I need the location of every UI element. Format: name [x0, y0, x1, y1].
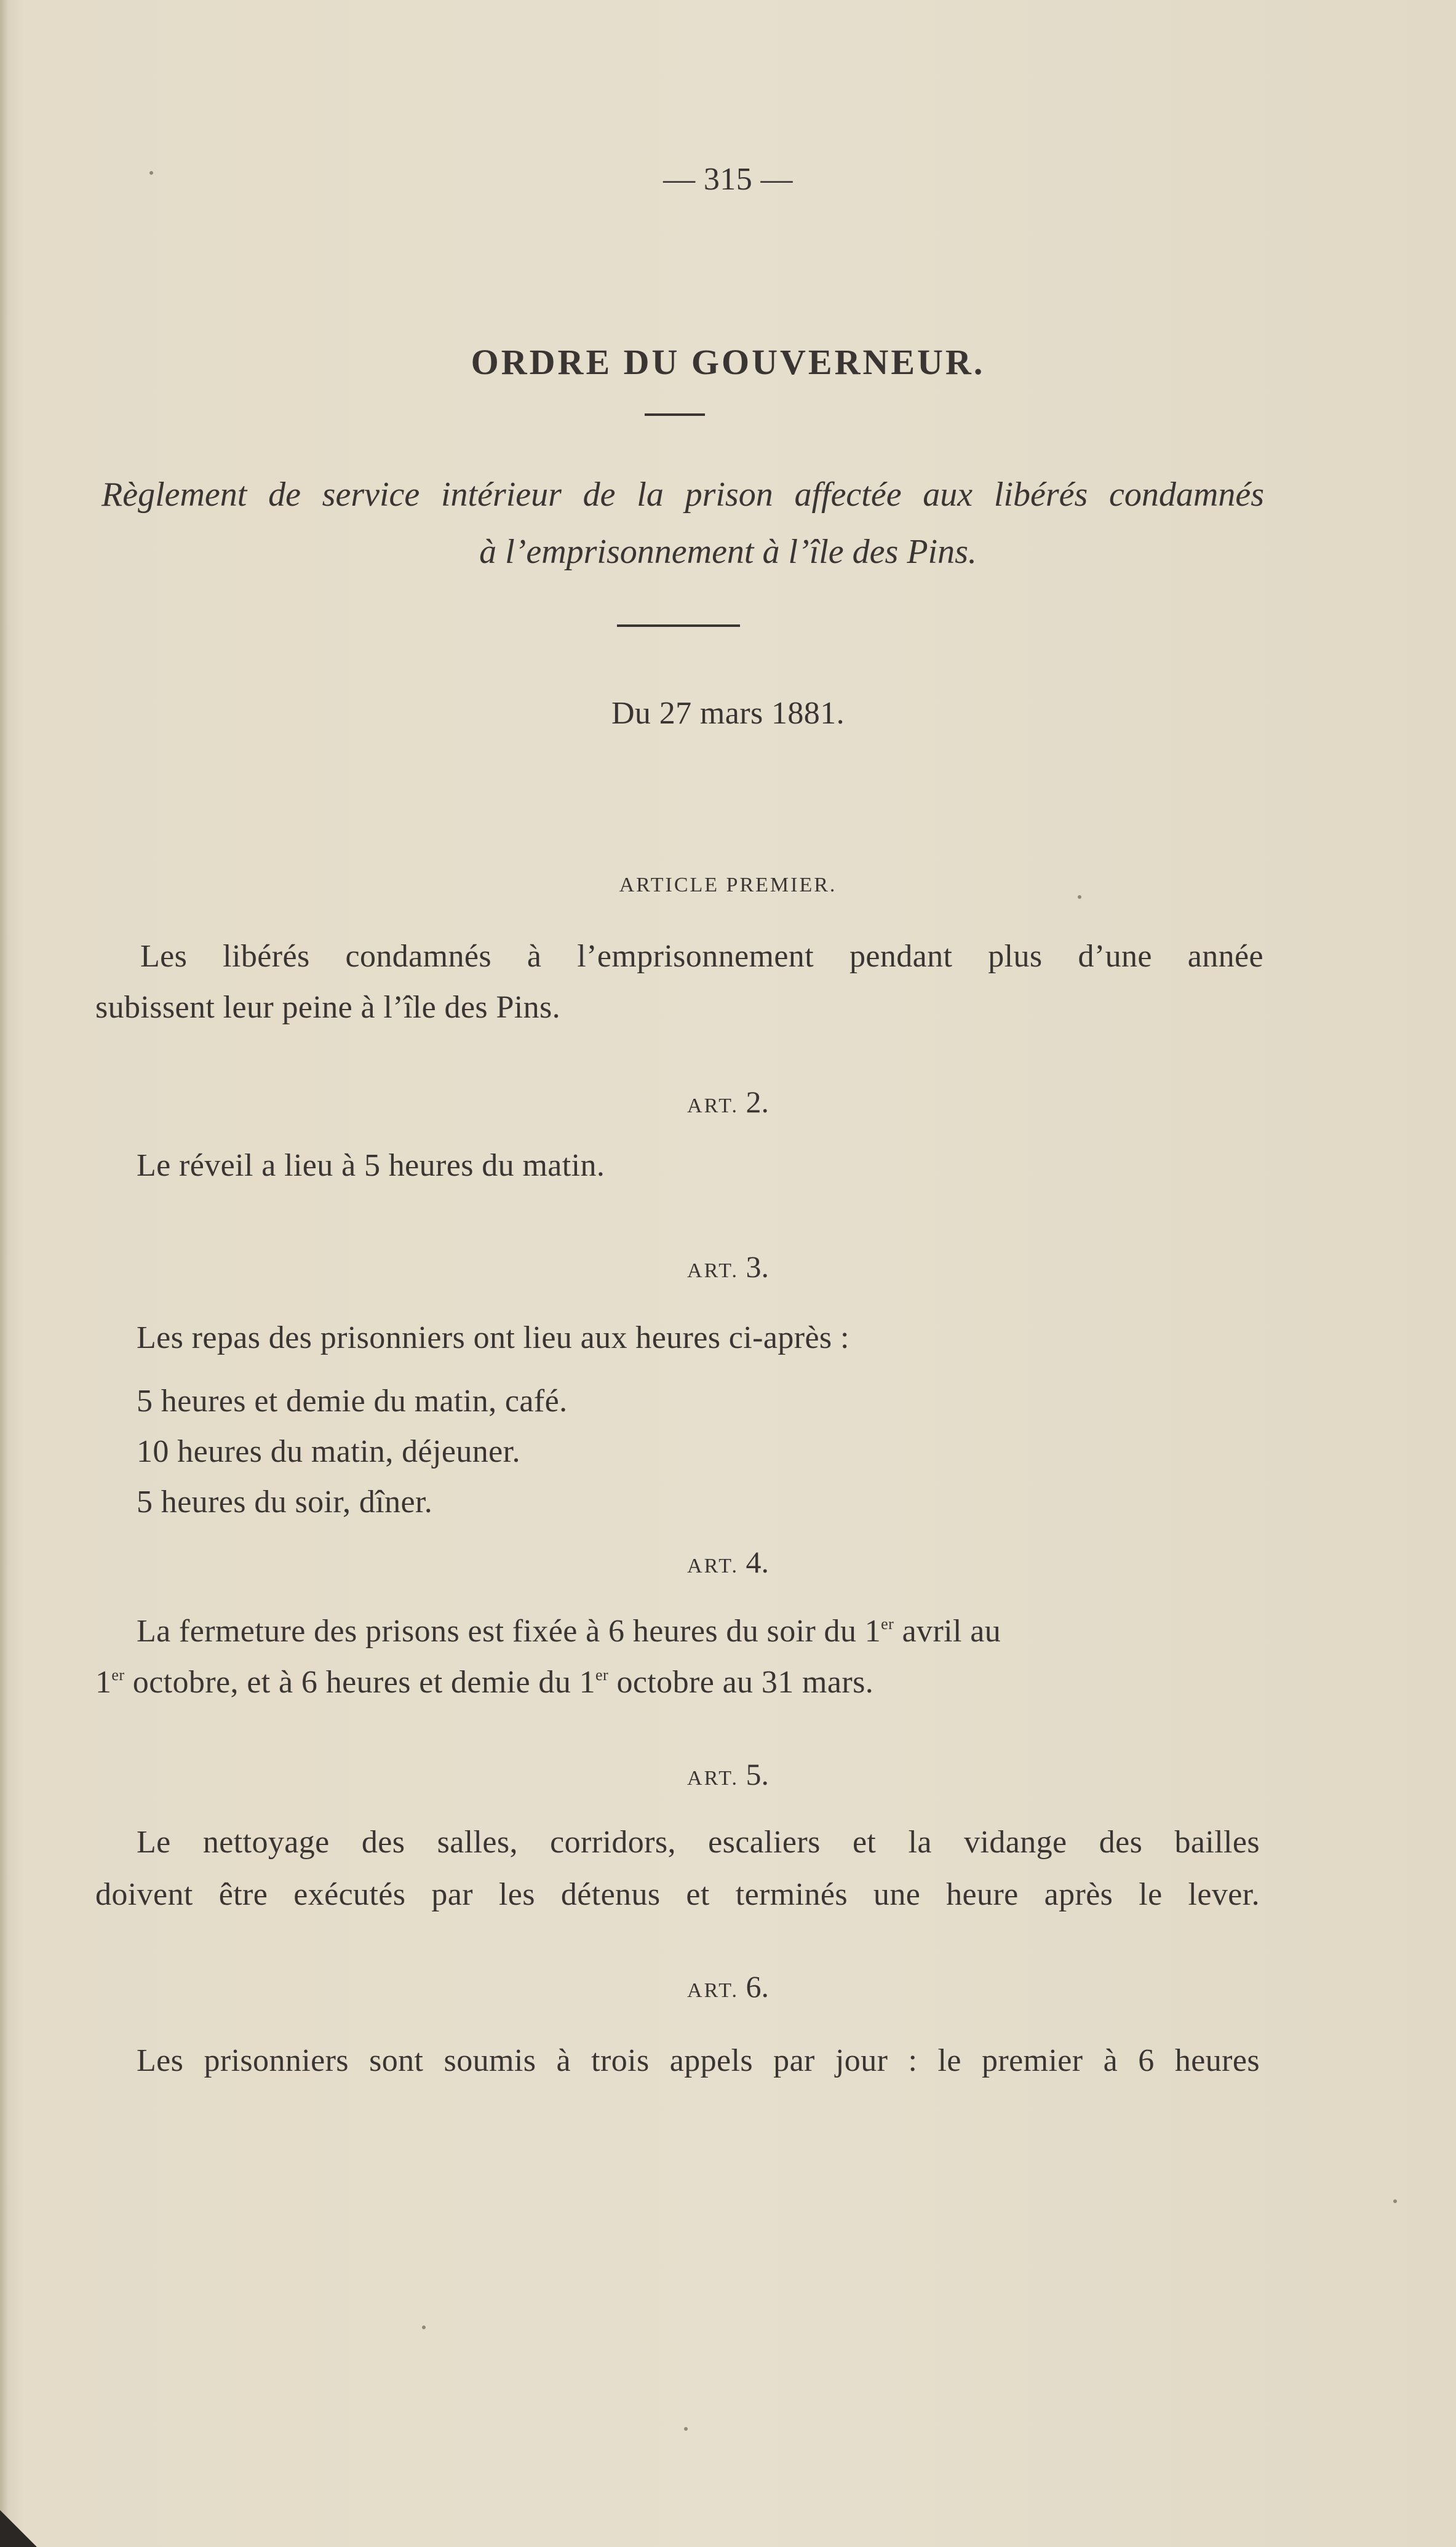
article-3-line-2: 5 heures et demie du matin, café. — [137, 1384, 568, 1419]
article-4-line-1: La fermeture des prisons est fixée à 6 heures du soir du 1er avril au — [137, 1614, 1001, 1649]
article-2-label: ART. — [687, 1094, 739, 1117]
article-1-line-1: Les libérés condamnés à l’emprisonnement pendant plus d’une année — [140, 939, 1263, 974]
subtitle-divider — [617, 624, 740, 627]
document-date: Du 27 mars 1881. — [611, 696, 845, 731]
article-1-heading: ARTICLE PREMIER. — [619, 874, 837, 896]
article-3-line-1: Les repas des prisonniers ont lieu aux heures ci-après : — [137, 1320, 849, 1355]
subtitle-line-1: Règlement de service intérieur de la prison affectée aux libérés condamnés — [101, 476, 1264, 514]
article-4-label: ART. — [687, 1555, 739, 1577]
article-6-label: ART. — [687, 1979, 739, 2002]
article-1-line-2: subissent leur peine à l’île des Pins. — [95, 990, 561, 1025]
article-5-line-2: doivent être exécutés par les détenus et terminés une heure après le lever. — [95, 1877, 1260, 1912]
article-3-line-4: 5 heures du soir, dîner. — [137, 1485, 433, 1520]
paper-speck — [149, 171, 153, 175]
article-6-heading — [0, 1969, 1456, 2004]
paper-speck — [684, 2427, 688, 2431]
subtitle-line-2: à l’emprisonnement à l’île des Pins. — [479, 533, 977, 571]
article-2-line-1: Le réveil a lieu à 5 heures du matin. — [137, 1148, 605, 1183]
article-6-number: 6. — [746, 1969, 769, 2004]
article-5-line-1: Le nettoyage des salles, corridors, escaliers et la vidange des bailles — [137, 1825, 1260, 1860]
article-5-label: ART. — [687, 1767, 739, 1790]
paper-speck — [422, 2326, 426, 2329]
article-2-number: 2. — [746, 1085, 769, 1119]
article-3-label: ART. — [687, 1259, 739, 1282]
page-number: — 315 — — [663, 162, 793, 197]
page-title: ORDRE DU GOUVERNEUR. — [471, 342, 985, 382]
article-4-heading — [0, 1544, 1456, 1580]
article-6-line-1: Les prisonniers sont soumis à trois appels par jour : le premier à 6 heures — [137, 2043, 1260, 2078]
article-3-number: 3. — [746, 1250, 769, 1284]
article-2-heading — [0, 1084, 1456, 1120]
article-4-line-2: 1er octobre, et à 6 heures et demie du 1er octobre au 31 mars. — [95, 1665, 874, 1700]
article-5-heading — [0, 1756, 1456, 1792]
article-4-number: 4. — [746, 1545, 769, 1579]
paper-speck — [1393, 2199, 1397, 2203]
paper-speck — [1078, 895, 1081, 899]
article-3-heading — [0, 1249, 1456, 1285]
article-5-number: 5. — [746, 1757, 769, 1792]
title-divider — [645, 413, 705, 416]
article-3-line-3: 10 heures du matin, déjeuner. — [137, 1434, 520, 1469]
page-corner-shadow — [0, 2510, 37, 2547]
